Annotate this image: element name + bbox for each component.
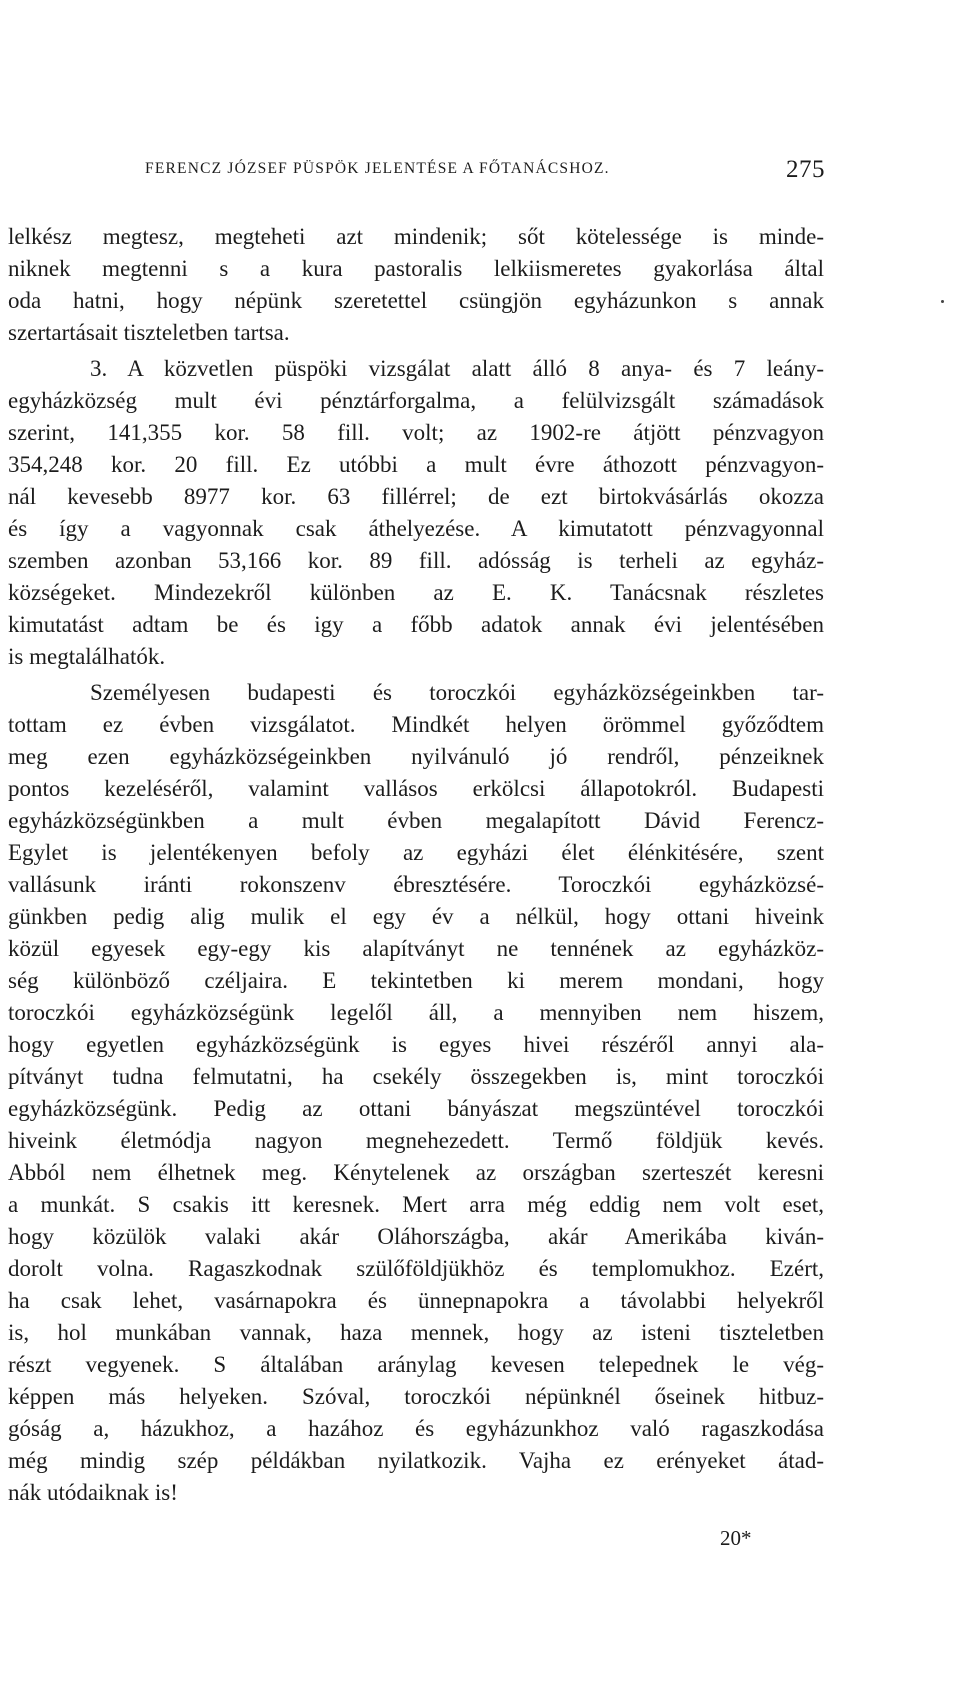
text-line: községeket. Mindezekről különben az E. K. Tanácsnak részletes — [8, 580, 824, 605]
text-line: ség különböző czéljaira. E tekintetben ki merem mondani, hogy — [8, 968, 824, 993]
text-line: ha csak lehet, vasárnapokra és ünnepnapokra a távolabbi helyekről — [8, 1288, 824, 1313]
text-line: Személyesen budapesti és toroczkói egyházközségeinkben tar- — [90, 680, 824, 705]
text-line: a munkát. S csakis itt keresnek. Mert arra még eddig nem volt eset, — [8, 1192, 824, 1217]
running-head: FERENCZ JÓZSEF PÜSPÖK JELENTÉSE A FŐTANÁCSHOZ. — [145, 160, 610, 177]
text-line: tottam ez évben vizsgálatot. Mindkét helyen örömmel győződtem — [8, 712, 824, 737]
text-line: egyházközség mult évi pénztárforgalma, a felülvizsgált számadások — [8, 388, 824, 413]
text-line: günkben pedig alig mulik el egy év a nélkül, hogy ottani hiveink — [8, 904, 824, 929]
text-line: nák utódaiknak is! — [8, 1480, 178, 1505]
text-line: meg ezen egyházközségeinkben nyilvánuló jó rendről, pénzeiknek — [8, 744, 824, 769]
text-line: szemben azonban 53,166 kor. 89 fill. adósság is terheli az egyház- — [8, 548, 824, 573]
text-line: nál kevesebb 8977 kor. 63 fillérrel; de ezt birtokvásárlás okozza — [8, 484, 824, 509]
text-line: közül egyesek egy-egy kis alapítványt ne tennének az egyházköz- — [8, 936, 824, 961]
text-line: is, hol munkában vannak, haza mennek, hogy az isteni tiszteletben — [8, 1320, 824, 1345]
text-line: pontos kezeléséről, valamint vallásos erkölcsi állapotokról. Budapesti — [8, 776, 824, 801]
text-line: szertartásait tiszteletben tartsa. — [8, 320, 290, 345]
text-line: képpen más helyeken. Szóval, toroczkói népünknél őseinek hitbuz- — [8, 1384, 824, 1409]
text-line: 3. A közvetlen püspöki vizsgálat alatt álló 8 anya- és 7 leány- — [90, 356, 824, 381]
text-line: góság a, házukhoz, a hazához és egyházunkhoz való ragaszkodása — [8, 1416, 824, 1441]
paper-speck — [941, 300, 944, 303]
text-line: 354,248 kor. 20 fill. Ez utóbbi a mult évre áthozott pénzvagyon- — [8, 452, 824, 477]
page-header — [145, 156, 825, 190]
text-line: is megtalálhatók. — [8, 644, 166, 669]
text-line: hogy egyetlen egyházközségünk is egyes hivei részéről annyi ala- — [8, 1032, 824, 1057]
text-line: még mindig szép példákban nyilatkozik. Vajha ez erényeket átad- — [8, 1448, 824, 1473]
text-line: részt vegyenek. S általában aránylag kevesen telepednek le vég- — [8, 1352, 824, 1377]
text-line: vallásunk iránti rokonszenv ébresztésére. Toroczkói egyházközsé- — [8, 872, 824, 897]
text-line: hiveink életmódja nagyon megnehezedett. Termő földjük kevés. — [8, 1128, 824, 1153]
text-line: egyházközségünkben a mult évben megalapított Dávid Ferencz- — [8, 808, 824, 833]
text-line: és így a vagyonnak csak áthelyezése. A kimutatott pénzvagyonnal — [8, 516, 824, 541]
signature-mark: 20* — [720, 1526, 752, 1550]
text-line: lelkész megtesz, megteheti azt mindenik; sőt kötelessége is minde- — [8, 224, 824, 249]
text-line: Egylet is jelentékenyen befoly az egyházi élet élénkitésére, szent — [8, 840, 824, 865]
text-line: niknek megtenni s a kura pastoralis lelkiismeretes gyakorlása által — [8, 256, 824, 281]
text-line: dorolt volna. Ragaszkodnak szülőföldjükhöz és templomukhoz. Ezért, — [8, 1256, 824, 1281]
text-line: szerint, 141,355 kor. 58 fill. volt; az 1902-re átjött pénzvagyon — [8, 420, 824, 445]
text-line: Abból nem élhetnek meg. Kénytelenek az országban szerteszét keresni — [8, 1160, 824, 1185]
text-line: kimutatást adtam be és igy a főbb adatok annak évi jelentésében — [8, 612, 824, 637]
page-number: 275 — [786, 156, 825, 183]
text-line: pítványt tudna felmutatni, ha csekély összegekben is, mint toroczkói — [8, 1064, 824, 1089]
text-line: oda hatni, hogy népünk szeretettel csüngjön egyházunkon s annak — [8, 288, 824, 313]
text-line: hogy közülök valaki akár Oláhországba, akár Amerikába kiván- — [8, 1224, 824, 1249]
text-line: toroczkói egyházközségünk legelől áll, a mennyiben nem hiszem, — [8, 1000, 824, 1025]
text-line: egyházközségünk. Pedig az ottani bányászat megszüntével toroczkói — [8, 1096, 824, 1121]
